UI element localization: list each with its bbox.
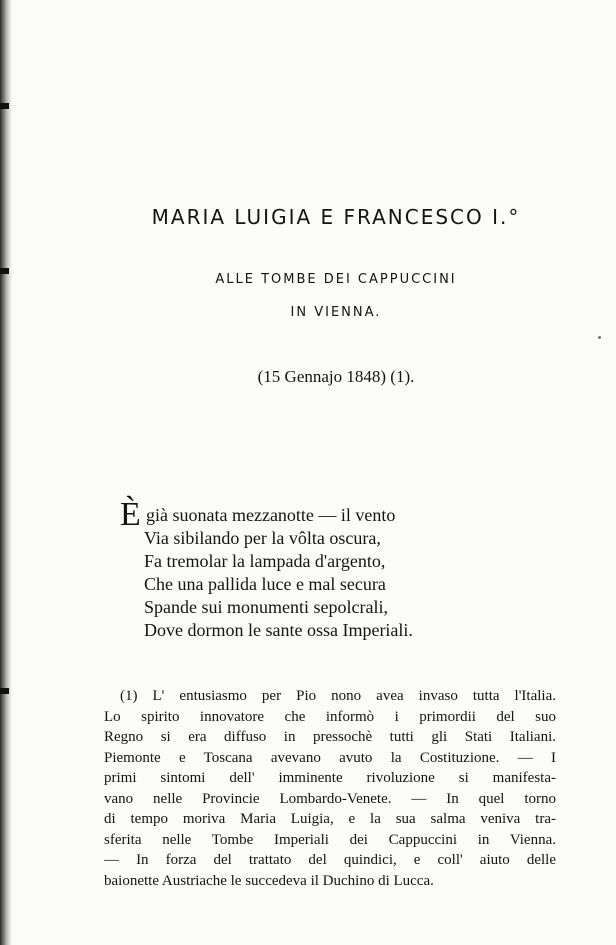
verse-line: Via sibilando per la vôlta oscura, bbox=[144, 528, 381, 548]
page-title: MARIA LUIGIA E FRANCESCO I.° bbox=[151, 205, 521, 229]
subtitle-line-2: IN VIENNA. bbox=[290, 305, 382, 320]
scan-mark bbox=[0, 688, 9, 694]
verse-line: già suonata mezzanotte — il vento bbox=[146, 505, 396, 525]
drop-cap: È bbox=[120, 496, 141, 533]
footnote-line: Regno si era diffuso in pressochè tutti gli Stati Italiani. bbox=[104, 729, 556, 745]
poem-date: (15 Gennajo 1848) (1). bbox=[257, 367, 415, 386]
verse-line: Fa tremolar la lampada d'argento, bbox=[144, 551, 386, 571]
verse-line: Spande sui monumenti sepolcrali, bbox=[144, 597, 388, 617]
subtitle-line-1: ALLE TOMBE DEI CAPPUCCINI bbox=[215, 272, 457, 287]
footnote-line: sferita nelle Tombe Imperiali dei Cappuccini in Vienna. bbox=[104, 831, 556, 848]
footnote-line: Lo spirito innovatore che informò i primordii del suo bbox=[104, 708, 556, 725]
scan-speck bbox=[598, 336, 601, 339]
footnote-line: primi sintomi dell' imminente rivoluzione si manifesta- bbox=[104, 770, 556, 786]
scan-mark bbox=[0, 103, 9, 109]
footnote-line: vano nelle Provincie Lombardo-Venete. — In quel torno bbox=[104, 790, 556, 807]
poem-stanza bbox=[120, 492, 500, 642]
footnote-line: di tempo moriva Maria Luigia, e la sua salma veniva tra- bbox=[104, 811, 556, 827]
verse-line: Dove dormon le sante ossa Imperiali. bbox=[144, 620, 413, 640]
footnote-line: — In forza del trattato del quindici, e coll' aiuto delle bbox=[104, 852, 556, 868]
footnote-line: Piemonte e Toscana avevano avuto la Costituzione. — I bbox=[104, 749, 556, 766]
footnote-line: baionette Austriache le succedeva il Duchino di Lucca. bbox=[104, 872, 434, 889]
page-binding-shadow bbox=[0, 0, 12, 945]
footnote-line: (1) L' entusiasmo per Pio nono avea invaso tutta l'Italia. bbox=[120, 688, 556, 704]
footnote bbox=[104, 686, 556, 891]
verse-line: Che una pallida luce e mal secura bbox=[144, 574, 386, 594]
